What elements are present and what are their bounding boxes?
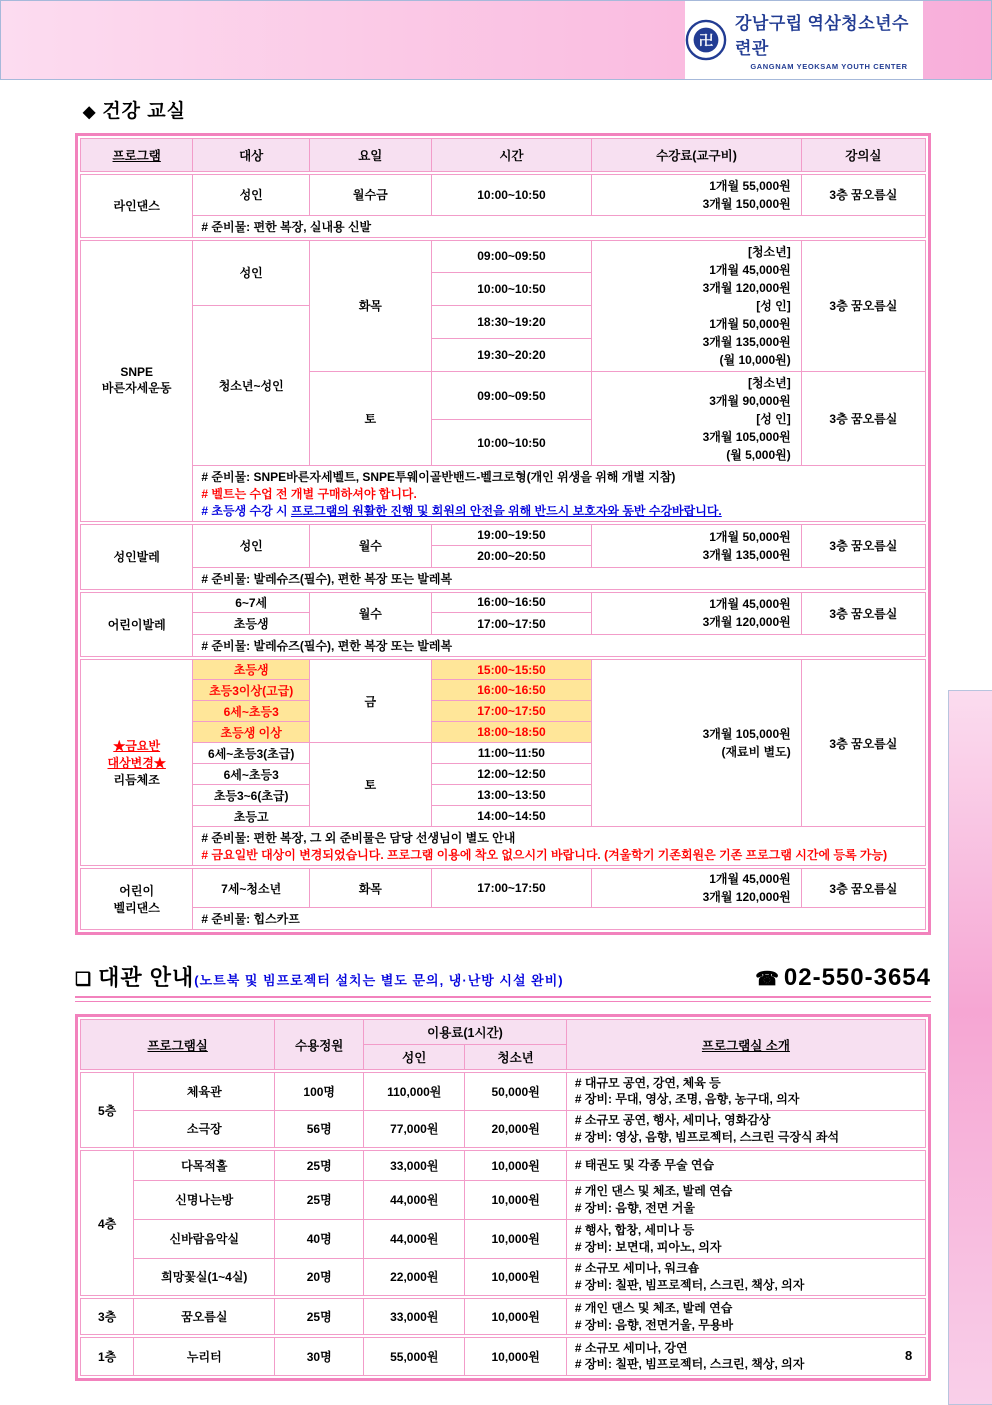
cell-target: 6세~초등3: [193, 764, 310, 785]
cell-days: 토: [309, 743, 431, 827]
cell-target: 6세~초등3: [193, 701, 310, 722]
cell-target: 청소년~성인: [193, 306, 310, 466]
row-rhythm-notes: [81, 827, 926, 868]
cell-room: 3층 꿈오름실: [801, 173, 925, 215]
col-fee: 이용료(1시간): [364, 1020, 567, 1045]
cell-time: 17:00~17:50: [431, 701, 592, 722]
cell-room: 3층 꿈오름실: [801, 239, 925, 372]
cell-intro: # 개인 댄스 및 체조, 발레 연습 # 장비: 음향, 전면거울, 무용바: [566, 1297, 925, 1336]
row-belly-1: [81, 867, 926, 908]
row-ballet-adult-1: [81, 523, 926, 545]
col-capacity: 수용정원: [275, 1020, 364, 1072]
cell-capacity: 25명: [275, 1149, 364, 1180]
health-table: [75, 133, 931, 935]
rental-row-multipurpose: [81, 1149, 926, 1180]
cell-capacity: 30명: [275, 1336, 364, 1375]
cell-time: 20:00~20:50: [431, 545, 592, 567]
col-room: 강의실: [801, 139, 925, 174]
cell-time: 19:00~19:50: [431, 523, 592, 545]
cell-youth-fee: 10,000원: [465, 1219, 566, 1258]
row-ballet-child-1: [81, 591, 926, 613]
cell-room: 신명나는방: [134, 1180, 275, 1219]
cell-target: 성인: [193, 239, 310, 306]
row-linedance: [81, 173, 926, 215]
cell-fee: 1개월 45,000원 3개월 120,000원: [592, 591, 802, 635]
cell-intro: # 대규모 공연, 강연, 체육 등 # 장비: 무대, 영상, 조명, 음향, 농구대, 의자: [566, 1071, 925, 1110]
cell-fee: [청소년] 1개월 45,000원 3개월 120,000원 [성 인] 1개월 50,000원 3개월 135,000원 (월 10,000원): [592, 239, 802, 372]
cell-time: 10:00~10:50: [431, 273, 592, 306]
cell-time: 10:00~10:50: [431, 420, 592, 466]
phone-icon: ☎: [755, 969, 780, 990]
row-snpe-notes: [81, 466, 926, 524]
row-ballet-child-note: [81, 635, 926, 659]
row-snpe-1: [81, 239, 926, 273]
cell-target: 초등3~6(초급): [193, 785, 310, 806]
cell-time: 15:00~15:50: [431, 658, 592, 680]
svg-text:卍: 卍: [698, 33, 714, 50]
cell-youth-fee: 10,000원: [465, 1297, 566, 1336]
cell-capacity: 20명: [275, 1258, 364, 1297]
cell-time: 10:00~10:50: [431, 173, 592, 215]
cell-room: 누리터: [134, 1336, 275, 1375]
cell-floor: 1층: [81, 1336, 134, 1375]
cell-days: 화목: [309, 239, 431, 372]
cell-target: 초등3이상(고급): [193, 680, 310, 701]
cell-target: 초등생: [193, 658, 310, 680]
col-target: 대상: [193, 139, 310, 174]
cell-intro: # 소규모 세미나, 강연 # 장비: 칠판, 빔프로젝터, 스크린, 책상, 의자: [566, 1336, 925, 1375]
cell-room: 3층 꿈오름실: [801, 867, 925, 908]
col-intro: 프로그램실 소개: [566, 1020, 925, 1072]
cell-target: 7세~청소년: [193, 867, 310, 908]
cell-adult-fee: 33,000원: [364, 1149, 465, 1180]
cell-time: 09:00~09:50: [431, 372, 592, 420]
cell-youth-fee: 50,000원: [465, 1071, 566, 1110]
cell-time: 17:00~17:50: [431, 613, 592, 635]
cell-days: 토: [309, 372, 431, 466]
cell-adult-fee: 22,000원: [364, 1258, 465, 1297]
note-supplies: # 준비물: 힙스카프: [193, 908, 926, 930]
cell-time: 13:00~13:50: [431, 785, 592, 806]
cell-time: 16:00~16:50: [431, 680, 592, 701]
rental-title-text: 대관 안내: [98, 965, 195, 990]
col-time: 시간: [431, 139, 592, 174]
note-supplies: # 준비물: 발레슈즈(필수), 편한 복장 또는 발레복: [193, 635, 926, 659]
cell-room: 소극장: [134, 1110, 275, 1149]
cell-adult-fee: 110,000원: [364, 1071, 465, 1110]
cell-target: 6~7세: [193, 591, 310, 613]
row-ballet-adult-note: [81, 567, 926, 591]
cell-room: 3층 꿈오름실: [801, 372, 925, 466]
rental-row-theater: [81, 1110, 926, 1149]
health-table-header: [81, 139, 926, 174]
rental-table-header-1: [81, 1020, 926, 1045]
cell-time: 17:00~17:50: [431, 867, 592, 908]
cell-program: ★금요반 대상변경★ 리듬체조: [81, 658, 193, 867]
section-divider: [75, 996, 931, 1002]
cell-time: 16:00~16:50: [431, 591, 592, 613]
rental-subtitle: (노트북 및 빔프로젝터 설치는 별도 문의, 냉·난방 시설 완비): [194, 973, 564, 988]
cell-floor: 4층: [81, 1149, 134, 1297]
square-bullet-icon: ❑: [75, 969, 93, 989]
rental-row-music: [81, 1219, 926, 1258]
page-number: 8: [905, 1348, 913, 1363]
org-name-english: GANGNAM YEOKSAM YOUTH CENTER: [750, 62, 908, 71]
cell-room: 3층 꿈오름실: [801, 523, 925, 567]
rental-section-title: [75, 961, 931, 992]
org-name-korean: 강남구립 역삼청소년수련관: [735, 14, 909, 58]
rental-phone: [755, 964, 931, 992]
cell-target: 성인: [193, 523, 310, 567]
cell-program: 어린이 벨리댄스: [81, 867, 193, 930]
cell-days: 화목: [309, 867, 431, 908]
cell-program: SNPE 바른자세운동: [81, 239, 193, 524]
cell-intro: # 개인 댄스 및 체조, 발레 연습 # 장비: 음향, 전면 거울: [566, 1180, 925, 1219]
cell-time: 19:30~20:20: [431, 339, 592, 372]
cell-days: 월수: [309, 591, 431, 635]
rental-row-dream: [81, 1297, 926, 1336]
cell-fee: [청소년] 3개월 90,000원 [성 인] 3개월 105,000원 (월 5,000원): [592, 372, 802, 466]
col-program: 프로그램: [81, 139, 193, 174]
cell-target: 6세~초등3(초급): [193, 743, 310, 764]
health-section-title: ◆ 건강 교실: [83, 101, 187, 122]
cell-youth-fee: 10,000원: [465, 1336, 566, 1375]
note-supplies: # 준비물: 편한 복장, 그 외 준비물은 담당 선생님이 별도 안내 # 금요일반 대상이 변경되었습니다. 프로그램 이용에 착오 없으시기 바랍니다. (겨울학기 기존회원은 기존 프로그램 시간에 등록 가능): [193, 827, 926, 868]
col-fee: 수강료(교구비): [592, 139, 802, 174]
col-adult: 성인: [364, 1045, 465, 1072]
cell-fee: 1개월 45,000원 3개월 120,000원: [592, 867, 802, 908]
cell-youth-fee: 10,000원: [465, 1258, 566, 1297]
cell-program: 어린이발레: [81, 591, 193, 659]
side-decoration-bar: [948, 690, 992, 1405]
cell-capacity: 56명: [275, 1110, 364, 1149]
cell-floor: 3층: [81, 1297, 134, 1336]
note-red: # 벨트는 수업 전 개별 구매하셔야 합니다.: [201, 487, 417, 501]
cell-adult-fee: 44,000원: [364, 1219, 465, 1258]
cell-room: 다목적홀: [134, 1149, 275, 1180]
cell-room: 3층 꿈오름실: [801, 658, 925, 827]
cell-program: 라인댄스: [81, 173, 193, 239]
cell-adult-fee: 44,000원: [364, 1180, 465, 1219]
note-supplies: # 준비물: 발레슈즈(필수), 편한 복장 또는 발레복: [193, 567, 926, 591]
cell-time: 18:00~18:50: [431, 722, 592, 743]
col-days: 요일: [309, 139, 431, 174]
diamond-bullet-icon: ◆: [83, 104, 97, 121]
cell-room: 3층 꿈오름실: [801, 591, 925, 635]
cell-capacity: 25명: [275, 1180, 364, 1219]
cell-adult-fee: 55,000원: [364, 1336, 465, 1375]
cell-target: 초등고: [193, 806, 310, 827]
rental-row-hope: [81, 1258, 926, 1297]
cell-intro: # 행사, 합창, 세미나 등 # 장비: 보면대, 피아노, 의자: [566, 1219, 925, 1258]
row-belly-note: [81, 908, 926, 930]
cell-time: 09:00~09:50: [431, 239, 592, 273]
cell-target: 성인: [193, 173, 310, 215]
cell-adult-fee: 77,000원: [364, 1110, 465, 1149]
cell-floor: 5층: [81, 1071, 134, 1149]
rental-row-gym: [81, 1071, 926, 1110]
rental-table: [75, 1014, 931, 1381]
row-rhythm-1: [81, 658, 926, 680]
cell-youth-fee: 20,000원: [465, 1110, 566, 1149]
rental-row-dance: [81, 1180, 926, 1219]
cell-fee: 1개월 55,000원 3개월 150,000원: [592, 173, 802, 215]
program-change-label: ★금요반: [113, 739, 161, 753]
center-logo-box: [685, 1, 923, 79]
cell-room: 희망꽃실(1~4실): [134, 1258, 275, 1297]
col-youth: 청소년: [465, 1045, 566, 1072]
col-room: 프로그램실: [81, 1020, 275, 1072]
top-banner: [0, 0, 992, 80]
cell-room: 체육관: [134, 1071, 275, 1110]
note-red: # 금요일반 대상이 변경되었습니다. 프로그램 이용에 착오 없으시기 바랍니다. (겨울학기 기존회원은 기존 프로그램 시간에 등록 가능): [201, 848, 888, 862]
cell-intro: # 태권도 및 각종 무술 연습: [566, 1149, 925, 1180]
cell-adult-fee: 33,000원: [364, 1297, 465, 1336]
cell-intro: # 소규모 공연, 행사, 세미나, 영화감상 # 장비: 영상, 음향, 빔프로젝터, 스크린 극장식 좌석: [566, 1110, 925, 1149]
cell-time: 18:30~19:20: [431, 306, 592, 339]
cell-fee: 3개월 105,000원 (재료비 별도): [592, 658, 802, 827]
cell-time: 14:00~14:50: [431, 806, 592, 827]
cell-target: 초등생 이상: [193, 722, 310, 743]
row-linedance-note: [81, 215, 926, 239]
note-supplies: # 준비물: 편한 복장, 실내용 신발: [193, 215, 926, 239]
cell-capacity: 100명: [275, 1071, 364, 1110]
cell-room: 신바람음악실: [134, 1219, 275, 1258]
note-blue: # 초등생 수강 시 프로그램의 원활한 진행 및 회원의 안전을 위해 반드시 보호자와 동반 수강바랍니다.: [201, 504, 722, 518]
cell-youth-fee: 10,000원: [465, 1180, 566, 1219]
cell-intro: # 소규모 세미나, 워크숍 # 장비: 칠판, 빔프로젝터, 스크린, 책상, 의자: [566, 1258, 925, 1297]
cell-youth-fee: 10,000원: [465, 1149, 566, 1180]
cell-room: 꿈오름실: [134, 1297, 275, 1336]
cell-capacity: 25명: [275, 1297, 364, 1336]
cell-program: 성인발레: [81, 523, 193, 591]
cell-capacity: 40명: [275, 1219, 364, 1258]
phone-number: 02-550-3654: [783, 964, 931, 991]
page-content: [75, 96, 931, 1381]
cell-time: 11:00~11:50: [431, 743, 592, 764]
cell-fee: 1개월 50,000원 3개월 135,000원: [592, 523, 802, 567]
center-logo-icon: [685, 19, 727, 61]
cell-days: 월수: [309, 523, 431, 567]
cell-days: 월수금: [309, 173, 431, 215]
note-supplies: # 준비물: SNPE바른자세벨트, SNPE투웨이골반밴드-벨크로형(개인 위생을 위해 개별 지참) # 벨트는 수업 전 개별 구매하셔야 합니다. # 초등생 수강 시 프로그램의 원활한 진행 및 회원의 안전을 위해 반드시 보호자와 동반 수강바랍니다.: [193, 466, 926, 524]
cell-target: 초등생: [193, 613, 310, 635]
cell-days: 금: [309, 658, 431, 743]
rental-row-nuriteo: [81, 1336, 926, 1375]
cell-time: 12:00~12:50: [431, 764, 592, 785]
